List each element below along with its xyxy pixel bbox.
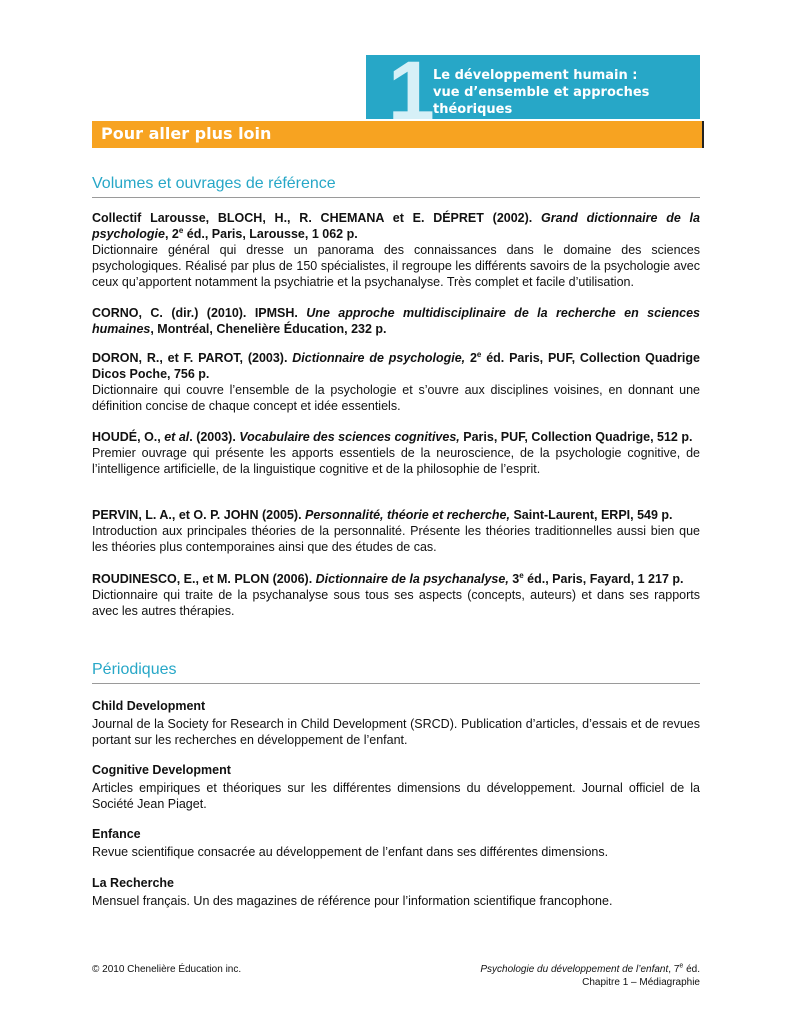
- footer-book-title: Psychologie du développement de l’enfant: [480, 964, 669, 975]
- citation-publisher: éd., Paris, Fayard, 1 217 p.: [523, 572, 684, 586]
- journal-entry: [92, 826, 700, 860]
- footer-book-info: [480, 963, 700, 989]
- footer-edition-suffix: éd.: [683, 964, 700, 975]
- chapter-number: 1: [388, 55, 435, 119]
- citation-title: Vocabulaire des sciences cognitives,: [239, 430, 460, 444]
- reference-description: Introduction aux principales théories de la personnalité. Présente les théories traditionnelles aussi bien que les théories plus contemporaines ainsi que des études de cas.: [92, 524, 700, 554]
- citation-publisher: Paris, PUF, Collection Quadrige, 512 p.: [459, 430, 693, 444]
- reference-description: Dictionnaire qui couvre l’ensemble de la psychologie et s’ouvre aux disciplines voisines, en donnant une définition concise de chaque concept et idée essentiels.: [92, 383, 700, 413]
- chapter-title-line-2: vue d’ensemble et approches théoriques: [433, 85, 650, 117]
- journal-description: Journal de la Society for Research in Child Development (SRCD). Publication d’articles, d’essais et de revues portant sur les recherches en développement de l’enfant.: [92, 717, 700, 747]
- journal-name: Enfance: [92, 827, 141, 841]
- citation-superscript: e: [476, 349, 482, 359]
- citation-edition: 3: [508, 572, 520, 586]
- chapter-title: [433, 67, 700, 118]
- citation-authors: PERVIN, L. A., et O. P. JOHN (2005).: [92, 508, 306, 522]
- citation-title: Dictionnaire de psychologie,: [292, 351, 466, 365]
- citation-authors: Collectif Larousse, BLOCH, H., R. CHEMANA et E. DÉPRET (2002).: [92, 211, 542, 225]
- citation-title: Personnalité, théorie et recherche,: [305, 508, 510, 522]
- chapter-title-line-1: Le développement humain :: [433, 68, 638, 83]
- reference-entry: [92, 210, 700, 290]
- reference-entry: [92, 429, 700, 477]
- chapter-banner: [366, 55, 700, 119]
- volumes-heading: Volumes et ouvrages de référence: [92, 174, 700, 198]
- reference-citation: [92, 350, 700, 382]
- citation-et-al: et al: [164, 430, 190, 444]
- reference-entry: [92, 571, 700, 619]
- citation-superscript: e: [178, 225, 184, 235]
- citation-publisher: éd., Paris, Larousse, 1 062 p.: [183, 227, 358, 241]
- citation-superscript: e: [519, 570, 524, 580]
- citation-edition: , 2: [164, 227, 179, 241]
- footer-edition: , 7: [668, 964, 680, 975]
- reference-citation: [92, 305, 700, 337]
- journal-description: Mensuel français. Un des magazines de référence pour l’information scientifique francophone.: [92, 894, 613, 908]
- citation-authors: CORNO, C. (dir.) (2010). IPMSH.: [92, 306, 307, 320]
- footer-copyright: © 2010 Chenelière Éducation inc.: [92, 964, 242, 975]
- journal-entry: [92, 762, 700, 812]
- footer-book-line: [480, 963, 700, 976]
- citation-title: Dictionnaire de la psychanalyse,: [315, 572, 509, 586]
- citation-authors: DORON, R., et F. PAROT, (2003).: [92, 351, 293, 365]
- journal-description: Revue scientifique consacrée au développement de l’enfant dans ses différentes dimensions.: [92, 845, 609, 859]
- journal-name: La Recherche: [92, 876, 174, 890]
- citation-edition: 2: [465, 351, 477, 365]
- citation-title: Une approche multidisciplinaire de la recherche en sciences humaines: [92, 306, 700, 336]
- citation-authors: ROUDINESCO, E., et M. PLON (2006).: [92, 572, 316, 586]
- citation-year: . (2003).: [189, 430, 240, 444]
- reference-description: Dictionnaire général qui dresse un panorama des connaissances dans le domaine des sciences psychologiques. Réalisé par plus de 150 spécialistes, il regroupe les différents savoirs de la psychologie avec ceux qu’apportent notamment la psychiatrie et la psychanalyse. Très complet et facile d’utilisation.: [92, 243, 700, 289]
- section-banner-edge: [702, 121, 704, 148]
- reference-citation: [92, 507, 700, 523]
- journal-name: Cognitive Development: [92, 763, 231, 777]
- citation-authors: HOUDÉ, O.,: [92, 430, 165, 444]
- citation-title: Grand dictionnaire de la psychologie: [92, 211, 700, 241]
- footer-edition-superscript: e: [679, 962, 684, 970]
- reference-description: Dictionnaire qui traite de la psychanalyse sous tous ses aspects (concepts, auteurs) et dans ses rapports avec les autres thérapies.: [92, 588, 700, 618]
- footer-chapter-line: Chapitre 1 – Médiagraphie: [582, 977, 700, 988]
- section-banner-title: Pour aller plus loin: [101, 124, 272, 143]
- citation-publisher: Saint-Laurent, ERPI, 549 p.: [509, 508, 673, 522]
- reference-entry: [92, 507, 700, 555]
- reference-entry: [92, 305, 700, 337]
- citation-publisher: éd. Paris, PUF, Collection Quadrige Dicos Poche, 756 p.: [92, 351, 700, 381]
- journal-entry: [92, 698, 700, 748]
- reference-description: Premier ouvrage qui présente les apports essentiels de la neuroscience, de la psychologie cognitive, de l’intelligence artificielle, de la linguistique cognitive et de la philosophie de l’esprit.: [92, 446, 700, 476]
- journal-description: Articles empiriques et théoriques sur les différentes dimensions du développement. Journal officiel de la Société Jean Piaget.: [92, 781, 700, 811]
- reference-citation: [92, 571, 700, 587]
- journal-entry: [92, 875, 700, 909]
- periodiques-heading: Périodiques: [92, 660, 700, 684]
- journal-name: Child Development: [92, 699, 206, 713]
- reference-citation: [92, 210, 700, 242]
- reference-citation: [92, 429, 700, 445]
- citation-publisher: , Montréal, Chenelière Éducation, 232 p.: [150, 322, 387, 336]
- reference-entry: [92, 350, 700, 414]
